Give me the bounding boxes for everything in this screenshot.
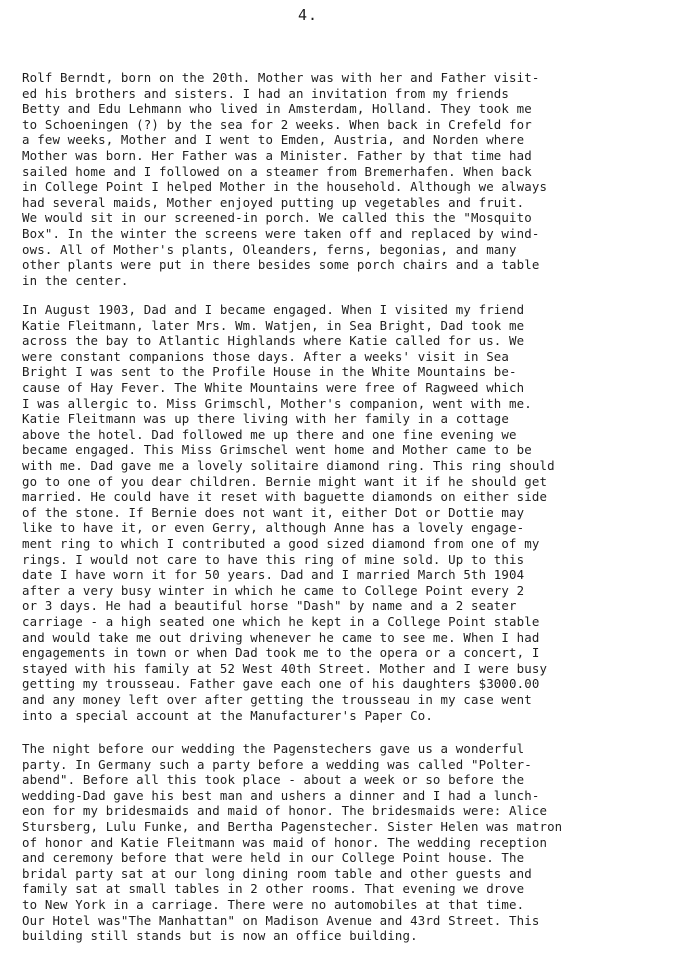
text-line: Box". In the winter the screens were taken off and replaced by wind- bbox=[22, 226, 540, 241]
text-line: other plants were put in there besides some porch chairs and a table bbox=[22, 257, 540, 273]
text-line: wedding-Dad gave his best man and ushers a dinner and I had a lunch- bbox=[22, 787, 540, 803]
text-line: Mother was born. Her Father was a Minister. Father by that time had bbox=[22, 148, 532, 163]
text-line: abend". Before all this took place - about a week or so before the bbox=[22, 772, 525, 788]
text-line: Katie Fleitmann was up there living with her family in a cottage bbox=[22, 411, 510, 427]
text-line: date I have worn it for 50 years. Dad and I married March 5th 1904 bbox=[22, 567, 525, 583]
text-line: were constant companions those days. After a weeks' visit in Sea bbox=[22, 348, 510, 364]
text-line: of the stone. If Bernie does not want it, either Dot or Dottie may bbox=[22, 504, 525, 520]
text-line: and ceremony before that were held in our College Point house. The bbox=[22, 850, 525, 866]
text-line: bridal party sat at our long dining room table and other guests and bbox=[22, 865, 532, 881]
text-line: in College Point I helped Mother in the household. Although we always bbox=[22, 179, 548, 195]
text-line: had several maids, Mother enjoyed putting up vegetables and fruit. bbox=[22, 194, 525, 210]
text-line: like to have it, or even Gerry, although Anne has a lovely engage- bbox=[22, 520, 525, 536]
text-line: ment ring to which I contributed a good sized diamond from one of my bbox=[22, 536, 540, 551]
text-line: Betty and Edu Lehmann who lived in Amsterdam, Holland. They took me bbox=[22, 101, 532, 117]
text-line: Rolf Berndt, born on the 20th. Mother was with her and Father visit- bbox=[22, 70, 540, 85]
text-line: building still stands but is now an office building. bbox=[22, 928, 418, 944]
text-line: Our Hotel was"The Manhattan" on Madison Avenue and 43rd Street. This bbox=[22, 912, 540, 928]
text-line: and any money left over after getting the trousseau in my case went bbox=[22, 692, 532, 707]
text-line: We would sit in our screened-in porch. We called this the "Mosquito bbox=[22, 210, 532, 226]
text-line: married. He could have it reset with baguette diamonds on either side bbox=[22, 489, 548, 505]
text-line: The night before our wedding the Pagenstechers gave us a wonderful bbox=[22, 741, 525, 756]
text-line: sailed home and I followed on a steamer from Bremerhafen. When back bbox=[22, 163, 532, 179]
text-line: of honor and Katie Fleitmann was maid of honor. The wedding reception bbox=[22, 834, 548, 850]
text-line: go to one of you dear children. Bernie might want it if he should get bbox=[22, 473, 548, 489]
text-line: became engaged. This Miss Grimschel went home and Mother came to be bbox=[22, 442, 532, 458]
text-line: with me. Dad gave me a lovely solitaire diamond ring. This ring should bbox=[22, 458, 555, 473]
text-line: Katie Fleitmann, later Mrs. Wm. Watjen, in Sea Bright, Dad took me bbox=[22, 317, 525, 333]
text-line: family sat at small tables in 2 other rooms. That evening we drove bbox=[22, 881, 525, 897]
text-line: in the center. bbox=[22, 272, 129, 288]
text-line: cause of Hay Fever. The White Mountains were free of Ragweed which bbox=[22, 380, 525, 395]
text-line: I was allergic to. Miss Grimschl, Mother's companion, went with me. bbox=[22, 395, 532, 411]
text-line: Stursberg, Lulu Funke, and Bertha Pagenstecher. Sister Helen was matron bbox=[22, 819, 563, 834]
text-line: In August 1903, Dad and I became engaged. When I visited my friend bbox=[22, 302, 525, 317]
text-line: ed his brothers and sisters. I had an invitation from my friends bbox=[22, 85, 510, 101]
text-line: to Schoeningen (?) by the sea for 2 weeks. When back in Crefeld for bbox=[22, 116, 532, 132]
text-line: to New York in a carriage. There were no automobiles at that time. bbox=[22, 897, 525, 912]
page-number: 4. bbox=[298, 6, 319, 24]
text-line: across the bay to Atlantic Highlands where Katie called for us. We bbox=[22, 333, 525, 349]
text-line: or 3 days. He had a beautiful horse "Dash" by name and a 2 seater bbox=[22, 598, 517, 614]
text-line: engagements in town or when Dad took me to the opera or a concert, I bbox=[22, 645, 540, 661]
text-line: a few weeks, Mother and I went to Emden, Austria, and Norden where bbox=[22, 132, 525, 148]
text-line: Bright I was sent to the Profile House in the White Mountains be- bbox=[22, 364, 517, 380]
text-line: eon for my bridesmaids and maid of honor. The bridesmaids were: Alice bbox=[22, 803, 548, 819]
text-line: into a special account at the Manufacturer's Paper Co. bbox=[22, 707, 433, 723]
text-line: stayed with his family at 52 West 40th Street. Mother and I were busy bbox=[22, 660, 548, 676]
text-line: after a very busy winter in which he came to College Point every 2 bbox=[22, 582, 525, 598]
text-line: rings. I would not care to have this ring of mine sold. Up to this bbox=[22, 551, 525, 567]
text-line: above the hotel. Dad followed me up there and one fine evening we bbox=[22, 426, 517, 442]
text-line: getting my trousseau. Father gave each one of his daughters $3000.00 bbox=[22, 676, 540, 692]
text-line: party. In Germany such a party before a wedding was called "Polter- bbox=[22, 756, 532, 772]
text-line: carriage - a high seated one which he kept in a College Point stable bbox=[22, 614, 540, 629]
text-line: and would take me out driving whenever he came to see me. When I had bbox=[22, 629, 540, 645]
text-line: ows. All of Mother's plants, Oleanders, ferns, begonias, and many bbox=[22, 241, 517, 257]
